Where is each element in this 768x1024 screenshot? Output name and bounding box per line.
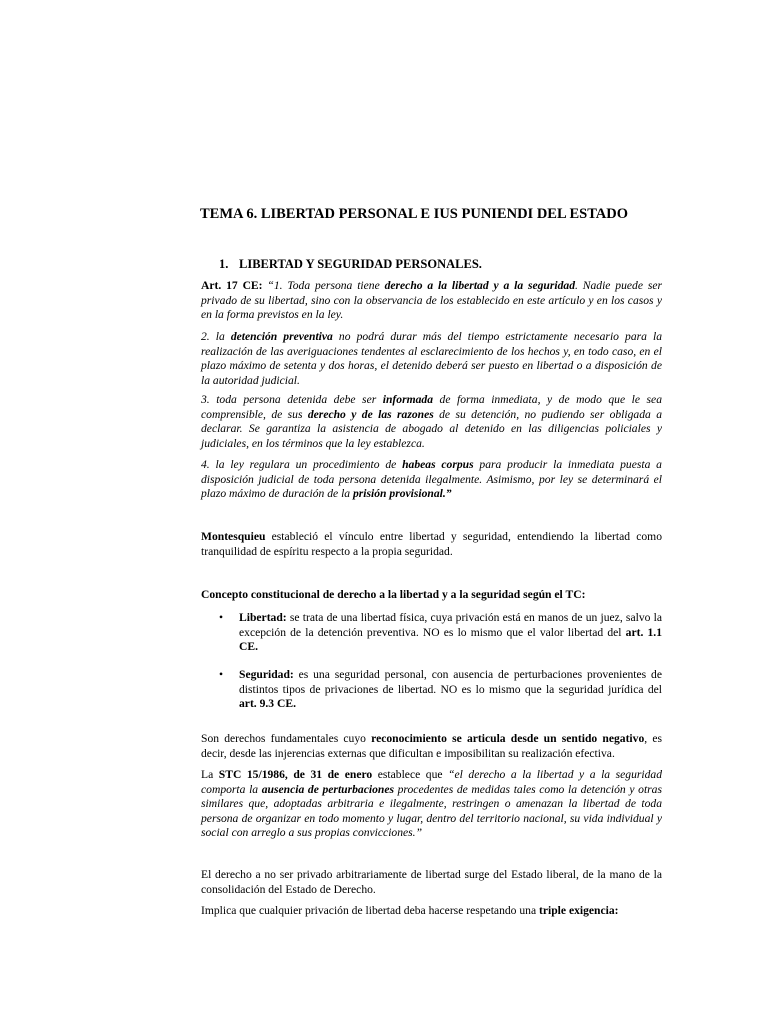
list-item: • Seguridad: es una seguridad personal, con ausencia de perturbaciones provenientes de distintos tipos de privaciones de libertad. NO es lo mismo que la seguridad jurídica del art. 9.3 CE. <box>219 668 662 711</box>
bullet-icon: • <box>219 668 224 681</box>
bullet-icon: • <box>219 611 224 624</box>
section-title: LIBERTAD Y SEGURIDAD PERSONALES. <box>239 257 482 271</box>
montesquieu-paragraph: Montesquieu estableció el vínculo entre libertad y seguridad, entendiendo la libertad como tranquilidad de espíritu respecto a la propia seguridad. <box>201 530 662 558</box>
document-title: TEMA 6. LIBERTAD PERSONAL E IUS PUNIENDI DEL ESTADO <box>200 206 629 222</box>
stc-paragraph: La STC 15/1986, de 31 de enero establece que “el derecho a la libertad y a la seguridad comporta la ausencia de perturbaciones procedentes de medidas tales como la detención y otras similares que, adoptadas arbitraria e ilegalmente, restringen o amenazan la libertad de toda persona de organizar en todo momento y lugar, dentro del territorio nacional, su vida individual y social con arreglo a sus propias convicciones.” <box>201 768 663 840</box>
art17-paragraph-3: 3. toda persona detenida debe ser informada de forma inmediata, y de modo que le sea comprensible, de sus derecho y de las razones de su detención, no pudiendo ser obligada a declarar. Se garantiza la asistencia de abogado al detenido en las diligencias policiales y judiciales, en los términos que la ley establezca. <box>201 393 662 450</box>
art17-paragraph-4: 4. la ley regulara un procedimiento de habeas corpus para producir la inmediata puesta a disposición judicial de toda persona detenida ilegalmente. Asimismo, por ley se determinará el plazo máximo de duración de la prisión provisional.” <box>201 458 662 501</box>
triple-requirement-paragraph: Implica que cualquier privación de libertad deba hacerse respetando una triple exigencia: <box>201 904 619 917</box>
concept-heading: Concepto constitucional de derecho a la libertad y a la seguridad según el TC: <box>201 588 586 601</box>
art17-paragraph-2: 2. la detención preventiva no podrá durar más del tiempo estrictamente necesario para la realización de las averiguaciones tendentes al esclarecimiento de los hechos y, en todo caso, en el plazo máximo de setenta y dos horas, el detenido deberá ser puesto en libertad o a disposición de la autoridad judicial. <box>201 330 663 387</box>
section-heading <box>201 257 482 272</box>
section-number: 1. <box>219 257 229 271</box>
negative-sense-paragraph: Son derechos fundamentales cuyo reconocimiento se articula desde un sentido negativo, es decir, desde las injerencias externas que dificultan e imposibilitan su realización efectiva. <box>201 732 662 760</box>
list-item: • Libertad: se trata de una libertad física, cuya privación está en manos de un juez, salvo la excepción de la detención preventiva. NO es lo mismo que el valor libertad del art. 1.1 CE. <box>219 611 663 654</box>
liberal-state-paragraph: El derecho a no ser privado arbitrariamente de libertad surge del Estado liberal, de la mano de la consolidación del Estado de Derecho. <box>201 868 662 896</box>
article-label: Art. 17 CE: <box>201 279 263 292</box>
art17-paragraph-1: Art. 17 CE: “1. Toda persona tiene derecho a la libertad y a la seguridad. Nadie puede ser privado de su libertad, sino con la observancia de los establecido en este artículo y en los casos y en la forma previstos en la ley. <box>201 279 662 322</box>
